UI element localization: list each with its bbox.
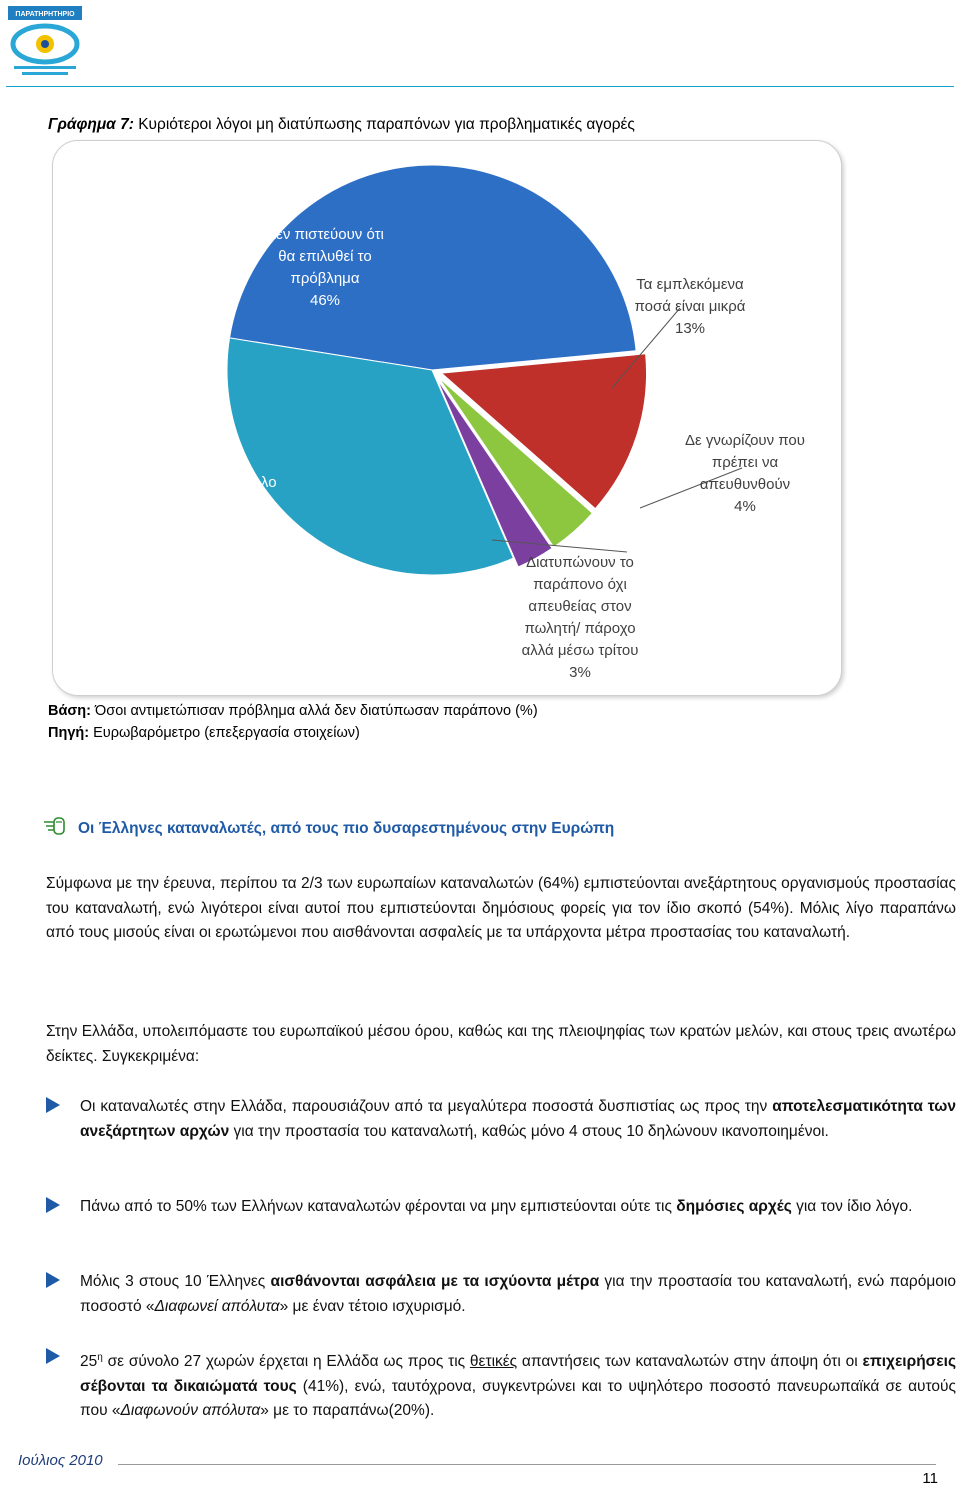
pie-label-4 — [500, 552, 660, 684]
observatory-logo — [8, 6, 82, 78]
bullet-item-2 — [46, 1195, 956, 1220]
chart-title — [48, 116, 635, 134]
pie-label-line: Άλλο — [243, 474, 277, 491]
header-divider — [6, 86, 954, 87]
section-heading: Οι Έλληνες καταναλωτές, από τους πιο δυσαρεστημένους στην Ευρώπη — [78, 820, 615, 837]
bullet-arrow-icon — [46, 1272, 60, 1288]
bullet-text: Πάνω από το 50% των Ελλήνων καταναλωτών φέρονται να μην εμπιστεύονται ούτε τις δημόσιες αρχές για τον ίδιο λόγο. — [80, 1198, 913, 1215]
paragraph-2: Στην Ελλάδα, υπολειπόμαστε του ευρωπαϊκού μέσου όρου, καθώς και της πλειοψηφίας των κρατών μελών, και στους τρεις ανωτέρω δείκτες. Συγκεκριμένα: — [46, 1023, 956, 1065]
pie-label-3 — [660, 430, 830, 518]
pie-label-line: 34% — [244, 496, 276, 513]
pie-chart — [52, 140, 842, 696]
footer-date: Ιούλιος 2010 — [18, 1452, 103, 1469]
chart-source — [48, 700, 538, 744]
pie-label-line: 4% — [734, 498, 756, 515]
pie-label-5 — [220, 472, 300, 516]
base-label: Βάση: — [48, 703, 91, 719]
bullet-item-1 — [46, 1095, 956, 1144]
source-text: Ευρωβαρόμετρο (επεξεργασία στοιχείων) — [93, 725, 360, 741]
bullet-item-4 — [46, 1346, 956, 1424]
pie-label-line: πρόβλημα — [290, 270, 360, 287]
paragraph-1: Σύμφωνα με την έρευνα, περίπου τα 2/3 των ευρωπαίων καταναλωτών (64%) εμπιστεύονται ανεξάρτητους οργανισμούς προστασίας του καταναλωτή, ενώ λιγότεροι είναι αυτοί που εμπιστεύονται δημόσιους φορείς για τον ίδιο σκοπό (54%). Μόλις λίγο παραπάνω από τους μισούς είναι οι ερωτώμενοι που αισθάνονται ασφαλείς με τα υπάρχοντα μέτρα προστασίας του καταναλωτή. — [46, 875, 956, 941]
bullet-arrow-icon — [46, 1197, 60, 1213]
pie-label-line: ποσά είναι μικρά — [634, 298, 746, 315]
pie-label-line: απευθείας στον — [528, 598, 632, 615]
pointing-hand-icon — [42, 814, 68, 843]
pie-label-line: παράπονο όχι — [533, 576, 627, 593]
bullet-text: $25^\eta$ σε σύνολο 27 χωρών έρχεται η Ελλάδα ως προς τις θετικές απαντήσεις των καταναλωτών στην άποψη ότι οι επιχειρήσεις σέβονται τα δικαιώματά τους (41%), ενώ, ταυτόχρονα, συγκεντρώνει και το υψηλότερο ποσοστό πανευρωπαϊκά σε αυτούς που «Διαφωνούν απόλυτα» με το παραπάνω(20%). — [80, 1352, 956, 1420]
base-text: Όσοι αντιμετώπισαν πρόβλημα αλλά δεν διατύπωσαν παράπονο (%) — [95, 703, 538, 719]
pie-label-2 — [610, 274, 770, 340]
bullet-text: Μόλις 3 στους 10 Έλληνες αισθάνονται ασφάλεια με τα ισχύοντα μέτρα για την προστασία του καταναλωτή, ενώ παρόμοιο ποσοστό «Διαφωνεί απόλυτα» με έναν τέτοιο ισχυρισμό. — [80, 1273, 956, 1315]
pie-label-line: απευθυνθούν — [699, 476, 791, 493]
pie-label-line: αλλά μέσω τρίτου — [521, 642, 639, 659]
pie-label-line: Δε γνωρίζουν που — [685, 432, 805, 449]
pie-label-line: Διατυπώνουν το — [526, 554, 634, 571]
pie-label-line: 3% — [569, 664, 591, 681]
bullet-item-3 — [46, 1270, 956, 1319]
pie-label-line: πρέπει να — [711, 454, 779, 471]
pie-label-line: θα επιλυθεί το — [278, 248, 372, 265]
pie-label-line: Τα εμπλεκόμενα — [636, 276, 744, 293]
pie-label-line: 13% — [674, 320, 706, 337]
chart-number: Γράφημα 7: — [48, 116, 134, 133]
bullet-text: Οι καταναλωτές στην Ελλάδα, παρουσιάζουν από τα μεγαλύτερα ποσοστά δυσπιστίας ως προς την αποτελεσματικότητα των ανεξάρτητων αρχών για την προστασία του καταναλωτή, καθώς μόνο 4 στους 10 δηλώνουν ικανοποιημένοι. — [80, 1098, 956, 1140]
footer-divider — [118, 1464, 936, 1465]
bullet-arrow-icon — [46, 1097, 60, 1113]
pie-label-line: Δεν πιστεύουν ότι — [266, 226, 384, 243]
pie-label-line: 46% — [309, 292, 341, 309]
logo-wordmark: ΠΑΡΑΤΗΡΗΤΗΡΙΟ — [15, 11, 75, 18]
chart-title-text: Κυριότεροι λόγοι μη διατύπωσης παραπόνων για προβληματικές αγορές — [138, 116, 635, 133]
source-label: Πηγή: — [48, 725, 90, 741]
page-number: 11 — [922, 1470, 938, 1487]
pie-label-line: πωλητή/ πάροχο — [524, 620, 636, 637]
bullet-arrow-icon — [46, 1348, 60, 1364]
pie-label-1 — [250, 224, 400, 312]
